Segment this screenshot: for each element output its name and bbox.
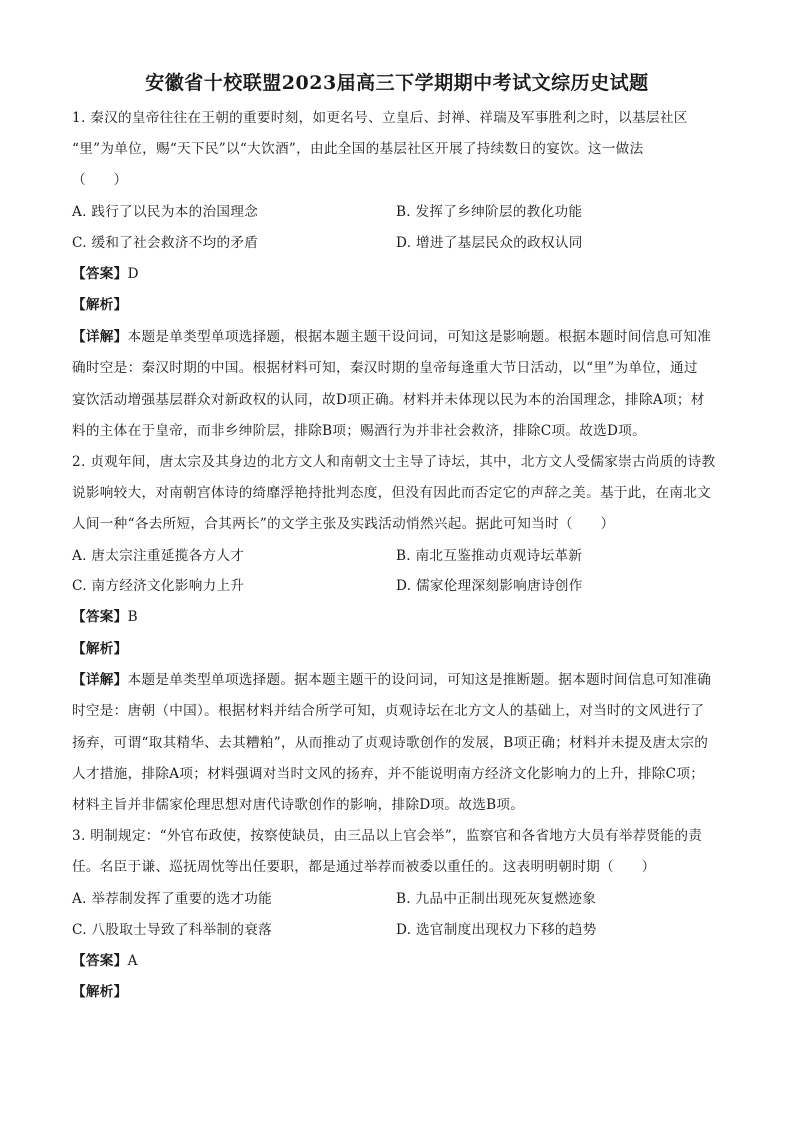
q3-answer-value: A (127, 953, 138, 969)
q2-stem-line-3: 人间一种“各去所短，合其两长”的文学主张及实践活动悄然兴起。据此可知当时（ ） (72, 516, 615, 532)
q3-analysis-label: 【解析】 (72, 984, 128, 1000)
q3-option-b: B. 九品中正制出现死灰复燃迹象 (396, 891, 597, 907)
q1-detail-line-3: 宴饮活动增强基层群众对新政权的认同，故D项正确。材料并未体现以民为本的治国理念，排除A项；材 (72, 392, 705, 408)
q2-detail-line-5: 材料主旨并非儒家伦理思想对唐代诗歌创作的影响，排除D项。故选B项。 (72, 797, 525, 813)
q1-stem-line-1: 1. 秦汉的皇帝往往在王朝的重要时刻，如更名号、立皇后、封禅、祥瑞及军事胜利之时，以基层社区 (72, 110, 688, 126)
q3-stem-line-1: 3. 明制规定：“外官布政使，按察使缺员，由三品以上官会举”，监察官和各省地方大员有举荐贤能的责 (72, 828, 703, 844)
q3-answer-label: 【答案】 (72, 953, 128, 969)
q3-stem-line-2: 任。名臣于谦、巡抚周忱等出任要职，都是通过举荐而被委以重任的。这表明明朝时期（ ） (72, 859, 656, 875)
q2-option-b: B. 南北互鉴推动贞观诗坛革新 (396, 548, 583, 564)
q2-option-a: A. 唐太宗注重延揽各方人才 (72, 548, 245, 564)
q1-detail-text-1: 本题是单类型单项选择题，根据本题主题干设问词，可知这是影响题。根据本题时间信息可知准 (127, 329, 712, 345)
q1-detail-label: 【详解】 (72, 329, 128, 345)
q2-answer-label: 【答案】 (72, 609, 128, 625)
q2-option-c: C. 南方经济文化影响力上升 (72, 578, 245, 594)
q2-detail-line-4: 人才措施，排除A项；材料强调对当时文风的扬弃，并不能说明南方经济文化影响力的上升，排除C项； (72, 766, 705, 782)
q3-option-d: D. 选官制度出现权力下移的趋势 (396, 922, 597, 938)
q2-stem-line-1: 2. 贞观年间，唐太宗及其身边的北方文人和南朝文士主导了诗坛，其中，北方文人受儒家崇古尚质的诗教 (72, 454, 716, 470)
q1-answer-value: D (127, 266, 139, 282)
q2-answer-value: B (127, 609, 138, 625)
q1-stem-line-3: （ ） (72, 172, 128, 188)
q1-option-c: C. 缓和了社会救济不均的矛盾 (72, 235, 259, 251)
q2-detail-label: 【详解】 (72, 672, 128, 688)
q2-answer (72, 607, 732, 627)
q2-detail-text-1: 本题是单类型单项选择题。据本题主题干的设问词，可知这是推断题。据本题时间信息可知准确 (127, 672, 712, 688)
q1-detail-line-2: 确时空是：秦汉时期的中国。根据材料可知，秦汉时期的皇帝每逢重大节日活动，以“里”为单位，通过 (72, 360, 698, 376)
q1-stem-line-2: “里”为单位，赐“天下民”以“大饮酒”，由此全国的基层社区开展了持续数日的宴饮。这一做法 (72, 141, 644, 157)
q1-answer (72, 264, 732, 284)
q1-option-b: B. 发挥了乡绅阶层的教化功能 (396, 204, 583, 220)
q2-stem-line-2: 说影响较大，对南朝宫体诗的绮靡浮艳持批判态度，但没有因此而否定它的声辞之美。基于此，在南北文 (72, 485, 712, 501)
q1-detail-line-1 (72, 327, 732, 347)
q1-answer-label: 【答案】 (72, 266, 128, 282)
q1-option-d: D. 增进了基层民众的政权认同 (396, 235, 583, 251)
page-title: 安徽省十校联盟2023届高三下学期期中考试文综历史试题 (145, 72, 649, 94)
q2-analysis-label: 【解析】 (72, 641, 128, 657)
q2-detail-line-1 (72, 670, 732, 690)
q1-option-a: A. 践行了以民为本的治国理念 (72, 204, 259, 220)
q1-analysis-label: 【解析】 (72, 297, 128, 313)
q1-detail-line-4: 料的主体在于皇帝，而非乡绅阶层，排除B项；赐酒行为并非社会救济，排除C项。故选D项。 (72, 423, 647, 439)
q3-option-c: C. 八股取士导致了科举制的衰落 (72, 922, 273, 938)
q3-option-a: A. 举荐制发挥了重要的选才功能 (72, 891, 272, 907)
q3-answer (72, 951, 732, 971)
q2-detail-line-3: 扬弃，可谓“取其精华、去其糟粕”，从而推动了贞观诗歌创作的发展，B项正确；材料并未提及唐太宗的 (72, 735, 709, 751)
q2-option-d: D. 儒家伦理深刻影响唐诗创作 (396, 578, 583, 594)
q2-detail-line-2: 时空是：唐朝（中国）。根据材料并结合所学可知，贞观诗坛在北方文人的基础上，对当时的文风进行了 (72, 703, 705, 719)
